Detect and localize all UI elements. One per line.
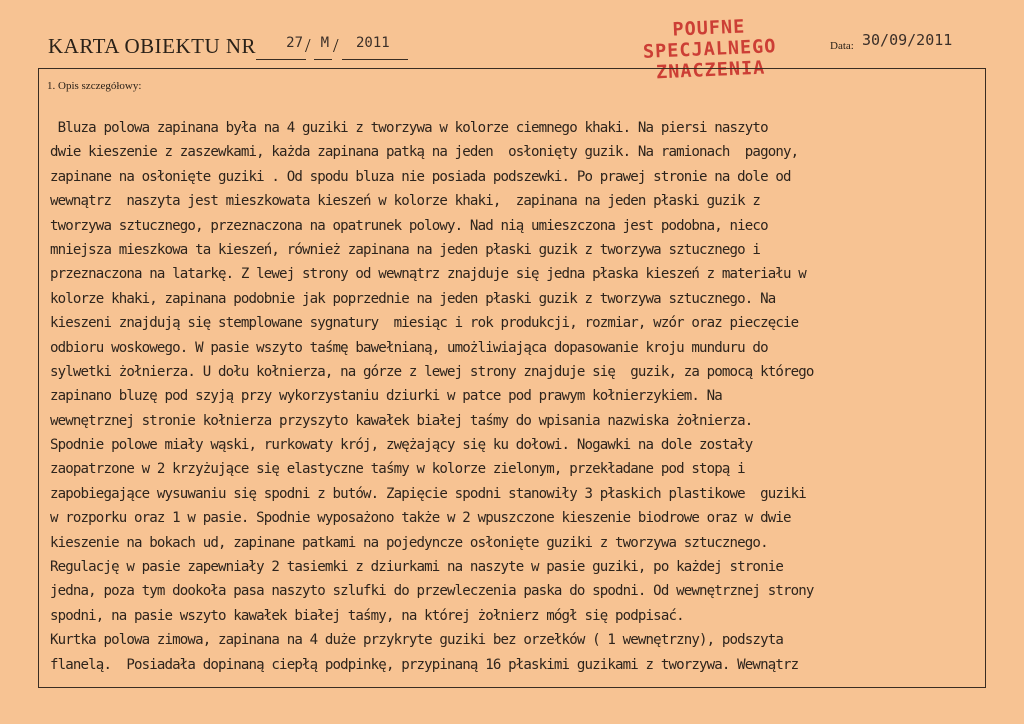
description-line: tworzywa sztucznego, przeznaczona na opatrunek polowy. Nad nią umieszczona jest podobna, nieco [50,217,768,234]
description-line: flanelą. Posiadała dopinaną ciepłą podpinkę, przypinaną 16 płaskimi guzikami z tworzywa. Wewnątrz [50,656,799,673]
description-line: zaopatrzone w 2 krzyżujące się elastyczne taśmy w kolorze zielonym, przekładane pod stopą i [50,461,745,478]
description-line: kolorze khaki, zapinana podobnie jak poprzednie na jeden płaski guzik z tworzywa sztucznego. Na [50,290,776,307]
number-separator: / [305,35,311,57]
description-line: zapinane na osłonięte guziki . Od spodu bluza nie posiada podszewki. Po prawej stronie na dole od [50,168,791,185]
stamp-line: POUFNE [671,16,746,41]
date-value: 30/09/2011 [862,31,953,49]
description-line: sylwetki żołnierza. U dołu kołnierza, na górze z lewej strony znajduje się guzik, za pomocą którego [50,363,814,380]
description-line: wewnątrz naszyta jest mieszkowata kieszeń w kolorze khaki, zapinana na jeden płaski guzik z [50,193,761,210]
stamp-line: SPECJALNEGO [642,36,777,63]
description-line: jedna, poza tym dookoła pasa naszyto szlufki do przewleczenia paska do spodni. Od wewnętrznej strony [50,583,814,600]
description-line: kieszenie na bokach ud, zapinane patkami na pojedyncze osłonięte guziki z tworzywa sztucznego. [50,534,768,551]
number-separator: / [333,35,339,57]
description-line: mniejsza mieszkowa ta kieszeń, również zapinana na jeden płaski guzik z tworzywa sztucznego i [50,241,761,258]
description-line: w rozporku oraz 1 w pasie. Spodnie wyposażono także w 2 wpuszczone kieszenie biodrowe oraz w dwie [50,510,791,527]
stamp-line: ZNACZENIA [655,57,766,84]
description-line: kieszeni znajdują się stemplowane sygnatury miesiąc i rok produkcji, rozmiar, wzór oraz pieczęcie [50,315,799,332]
object-number-part-1: 27 [256,34,306,60]
description-line: Bluza polowa zapinana była na 4 guziki z tworzywa w kolorze ciemnego khaki. Na piersi naszyto [50,120,768,136]
description-line: odbioru woskowego. W pasie wszyto taśmę bawełnianą, umożliwiająca dopasowanie kroju munduru do [50,339,768,356]
object-number-part-2: M [314,34,332,60]
description-line: przeznaczona na latarkę. Z lewej strony od wewnątrz znajduje się jedna płaska kieszeń z materiału w [50,266,806,283]
description-line: spodni, na pasie wszyto kawałek białej taśmy, na której żołnierz mógł się podpisać. [50,607,684,624]
object-number-part-3: 2011 [342,34,408,60]
description-text [50,116,980,677]
description-line: Spodnie polowe miały wąski, rurkowaty krój, zwężający się ku dołowi. Nogawki na dole zostały [50,437,753,454]
section-label: 1. Opis szczegółowy: [47,80,142,92]
description-line: zapinano bluzę pod szyją przy wykorzystaniu dziurki w patce pod prawym kołnierzykiem. Na [50,388,722,405]
description-line: dwie kieszenie z zaszewkami, każda zapinana patką na jeden osłonięty guzik. Na ramionach pagony, [50,144,799,161]
description-line: wewnętrznej stronie kołnierza przyszyto kawałek białej taśmy do wpisania nazwiska żołnierza. [50,412,753,429]
description-line: Kurtka polowa zimowa, zapinana na 4 duże przykryte guziki bez orzełków ( 1 wewnętrzny), podszyta [50,632,783,649]
description-line: Regulację w pasie zapewniały 2 tasiemki z dziurkami na naszyte w pasie guziki, po każdej stronie [50,559,783,576]
description-line: zapobiegające wysuwaniu się spodni z butów. Zapięcie spodni stanowiły 3 płaskich plastikowe guziki [50,485,806,502]
date-label: Data: [830,40,854,52]
card-title: KARTA OBIEKTU NR [48,34,257,58]
